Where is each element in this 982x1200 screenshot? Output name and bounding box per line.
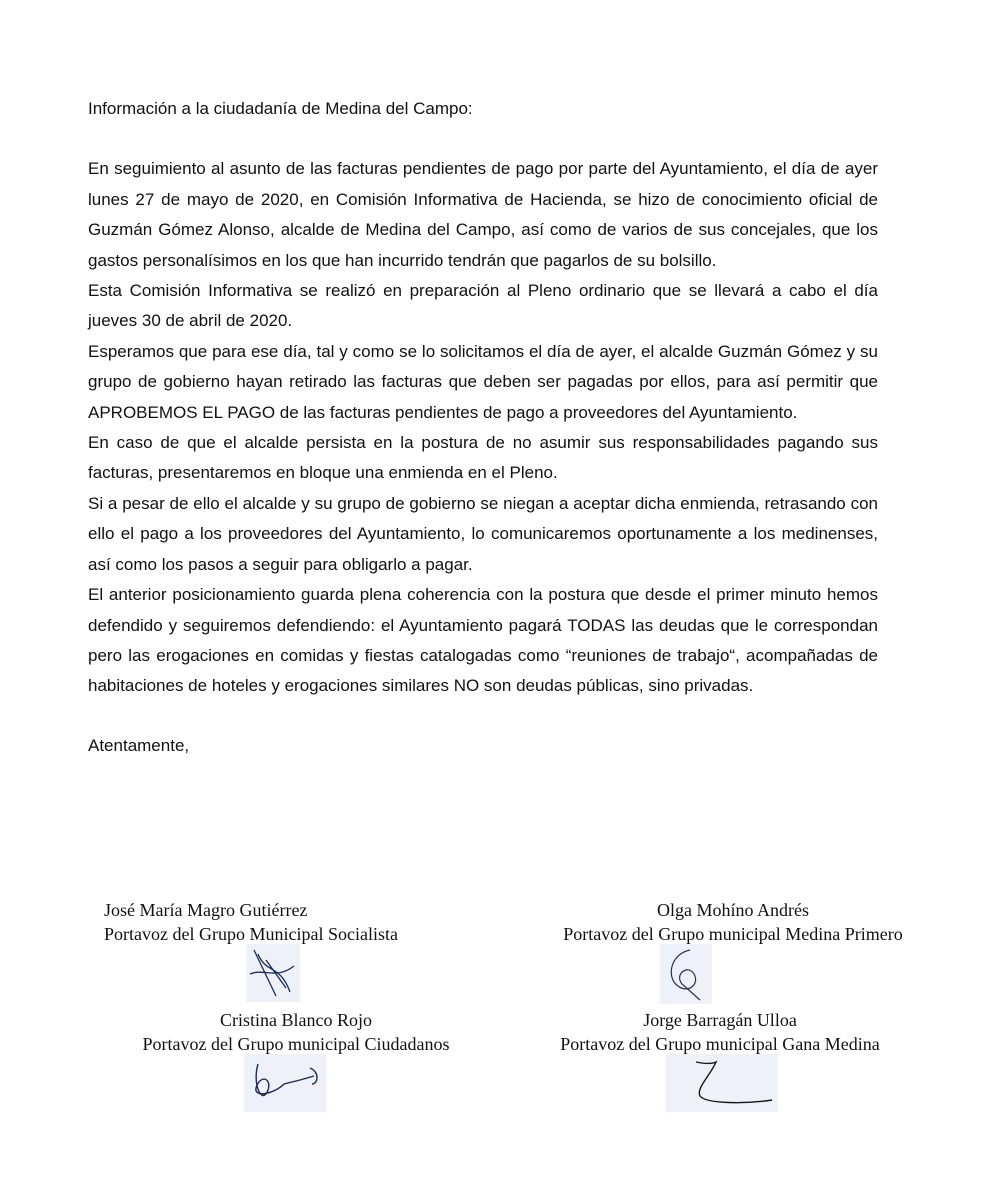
paragraph-5: Si a pesar de ello el alcalde y su grupo de gobierno se niegan a aceptar dicha enmienda, retrasando con ello el pago a los proveedores del Ayuntamiento, lo comunicaremos oportunamente a los medinenses, así como los pasos a seguir para obligarlo a pagar. xyxy=(88,493,878,574)
signatory-role-1: Portavoz del Grupo Municipal Socialista xyxy=(104,924,398,944)
signatory-name-2: Olga Mohíno Andrés xyxy=(657,900,809,920)
letter-greeting: Información a la ciudadanía de Medina del Campo: xyxy=(88,99,473,118)
signatory-block-1 xyxy=(104,898,398,946)
signature-2 xyxy=(660,944,712,1004)
signatory-name-4: Jorge Barragán Ulloa xyxy=(643,1010,797,1030)
signatory-block-3 xyxy=(104,1008,488,1056)
paragraph-3: Esperamos que para ese día, tal y como se lo solicitamos el día de ayer, el alcalde Guzmán Gómez y su grupo de gobierno hayan retirado las facturas que deben ser pagadas por ellos, para así permitir que APROBEMOS EL PAGO de las facturas pendientes de pago a proveedores del Ayuntamiento. xyxy=(88,341,878,422)
paragraph-6: El anterior posicionamiento guarda plena coherencia con la postura que desde el primer minuto hemos defendido y seguiremos defendiendo: el Ayuntamiento pagará TODAS las deudas que le correspondan pero las erogaciones en comidas y fiestas catalogadas como “reuniones de trabajo“, acompañadas de habitaciones de hoteles y erogaciones similares NO son deudas públicas, sino privadas. xyxy=(88,585,878,696)
signatory-role-4: Portavoz del Grupo municipal Gana Medina xyxy=(560,1034,880,1054)
signatory-name-3: Cristina Blanco Rojo xyxy=(220,1010,372,1030)
paragraph-4: En caso de que el alcalde persista en la postura de no asumir sus responsabilidades pagando sus facturas, presentaremos en bloque una enmienda en el Pleno. xyxy=(88,433,878,483)
signatory-name-1: José María Magro Gutiérrez xyxy=(104,900,308,920)
signatory-block-4 xyxy=(520,1008,920,1056)
signatory-role-2: Portavoz del Grupo municipal Medina Primero xyxy=(563,924,903,944)
signatory-role-3: Portavoz del Grupo municipal Ciudadanos xyxy=(142,1034,450,1054)
letter-body xyxy=(88,94,878,761)
signature-4 xyxy=(666,1054,778,1112)
paragraph-1: En seguimiento al asunto de las facturas pendientes de pago por parte del Ayuntamiento, el día de ayer lunes 27 de mayo de 2020, en Comisión Informativa de Hacienda, se hizo de conocimiento oficial de Guzmán Gómez Alonso, alcalde de Medina del Campo, así como de varios de sus concejales, que los gastos personalísimos en los que han incurrido tendrán que pagarlos de su bolsillo. xyxy=(88,159,878,270)
signatory-block-2 xyxy=(520,898,946,946)
signature-1 xyxy=(246,944,300,1002)
letter-closing: Atentamente, xyxy=(88,735,190,755)
paragraph-2: Esta Comisión Informativa se realizó en preparación al Pleno ordinario que se llevará a cabo el día jueves 30 de abril de 2020. xyxy=(88,281,878,331)
signature-3 xyxy=(244,1054,326,1112)
